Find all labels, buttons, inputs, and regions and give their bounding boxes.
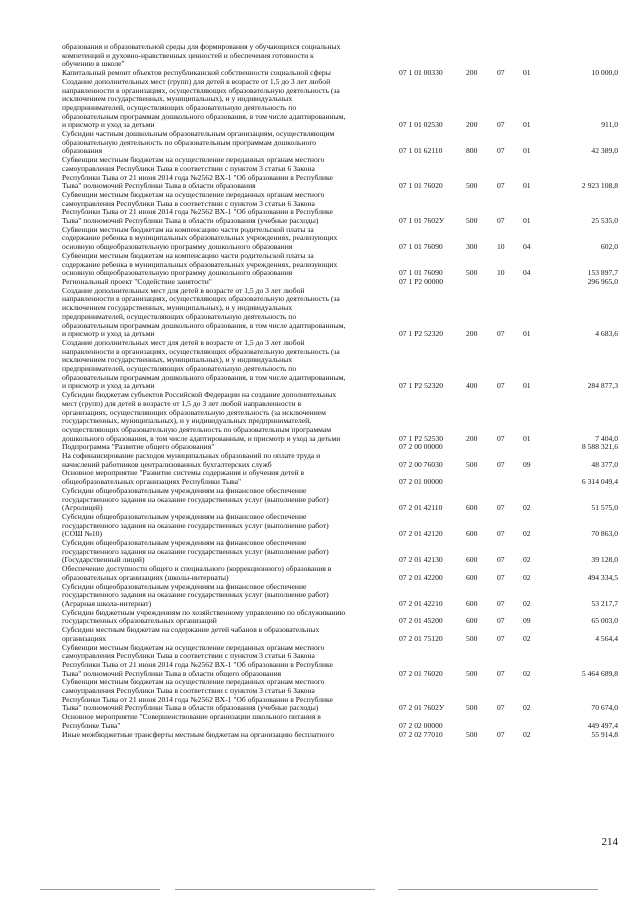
row-subsection: 04 [523,242,531,252]
row-code: 07 1 01 7602У [399,216,445,226]
row-description: Субсидии общеобразовательным учреждениям на финансовое обеспечение государственного задания на оказание государственных услуг (выполнение работ) (Аграрная школа-интернат) [62,581,329,608]
row-amount: 8 588 321,6 [581,442,618,452]
table-row [62,43,618,69]
row-section: 07 [497,181,505,191]
row-description: Создание дополнительных мест (групп) для детей в возрасте от 1,5 до 3 лет любой направленности в организациях, осуществляющих образовательную деятельность (за исключением государственных, муниципальных), и у индивидуальных предпринимателей, осуществляющих образовательную деятельность по образовательным программам дошкольного образования, в том числе адаптированным, и присмотр и уход за детьми [62,76,346,130]
row-description: Субсидии частным дошкольным образовательным организациям, осуществляющим образовательную деятельность по образовательным программам дошкольного образования [62,129,335,156]
row-description: Региональный проект "Содействие занятости" [62,276,212,286]
row-description: Субвенции местным бюджетам на осуществление переданных органам местного самоуправления Республики Тыва в соответствии с пунктом 3 статьи 6 Закона Республики Тыва от 21 июня 2014 года №2562 ВХ-1 "Об образовании в Республике Тыва" полномочий Республики Тыва в области образования (учебные расходы) [62,189,333,226]
table-row [62,252,618,278]
row-description: Субсидии бюджетным учреждениям по хозяйственному управлению по обслуживанию государственных образовательных организаций [62,607,346,626]
row-code: 07 2 01 00000 [399,477,443,487]
row-section: 07 [497,729,505,739]
row-amount: 53 217,7 [591,599,618,608]
row-code: 07 1 01 62110 [399,146,443,156]
row-subsection: 01 [523,216,531,226]
row-description: Субсидии общеобразовательным учреждениям на финансовое обеспечение государственного задания на оказание государственных услуг (выполнение работ) (Агролицей) [62,485,329,513]
row-expense-type: 500 [466,216,478,226]
row-subsection: 04 [523,268,531,278]
row-amount: 65 003,0 [591,616,618,626]
row-description: образования и образовательной среды для формирования у обучающихся социальных компетенций и духовно-нравственных ценностей и обеспечения готовности к обучению в школе" [62,42,341,69]
row-section: 07 [497,329,505,339]
row-code: 07 1 P2 52320 [399,329,444,339]
row-description: Подпрограмма "Развитие общего образования" [62,442,215,452]
row-section: 07 [497,503,505,513]
row-expense-type: 800 [466,146,478,156]
row-amount: 10 000,0 [591,68,618,78]
row-amount: 6 314 049,4 [581,477,618,487]
row-expense-type: 500 [466,268,478,278]
table-row [62,583,618,609]
row-description: Иные межбюджетные трансферты местным бюджетам на организацию бесплатного [62,729,335,739]
row-expense-type: 200 [466,329,478,339]
row-expense-type: 500 [466,181,478,191]
row-expense-type: 600 [466,503,478,513]
row-section: 10 [497,268,505,278]
row-code: 07 1 P2 52320 [399,381,444,391]
row-amount: 2 923 108,8 [581,181,618,191]
row-section: 07 [497,68,505,78]
row-section: 07 [497,529,505,539]
row-description: Субвенции местным бюджетам на компенсацию части родительской платы за содержание ребенка в муниципальных образовательных учреждениях, реализующих основную общеобразовательную программу дошкольного образования [62,250,338,278]
footer-line [398,889,598,890]
table-row [62,644,618,679]
row-section: 07 [497,572,505,582]
table-row [62,191,618,226]
row-section: 07 [497,433,505,443]
row-expense-type: 400 [466,381,478,391]
row-subsection: 02 [523,599,531,608]
table-row [62,626,618,643]
row-code: 07 2 01 42210 [399,599,443,608]
row-code: 07 2 01 42120 [399,529,443,539]
table-row [62,678,618,713]
table-row [62,156,618,191]
table-row [62,452,618,469]
row-amount: 70 674,0 [591,703,618,713]
row-section: 10 [497,242,505,252]
table-row [62,713,618,730]
row-subsection: 01 [523,329,531,339]
row-subsection: 01 [523,68,531,78]
row-subsection: 01 [523,146,531,156]
row-amount: 494 334,5 [587,572,618,582]
row-subsection: 02 [523,572,531,582]
row-amount: 153 897,7 [587,268,618,278]
row-expense-type: 300 [466,242,478,252]
row-amount: 51 575,0 [591,503,618,513]
row-description: Субвенции местным бюджетам на осуществление переданных органам местного самоуправления Республики Тыва в соответствии с пунктом 3 статьи 6 Закона Республики Тыва от 21 июня 2014 года №2562 ВХ-1 "Об образовании в Республике Тыва" полномочий Республики Тыва в области общего образования [62,642,333,678]
row-section: 07 [497,381,505,391]
row-expense-type: 600 [466,572,478,582]
row-subsection: 09 [523,616,531,626]
row-section: 07 [497,120,505,130]
row-description: Капитальный ремонт объектов республиканской собственности социальной сферы [62,68,331,78]
row-code: 07 1 01 76020 [399,181,443,191]
row-expense-type: 500 [466,668,478,678]
row-subsection: 02 [523,703,531,713]
row-subsection: 01 [523,381,531,391]
row-expense-type: 200 [466,68,478,78]
row-amount: 449 497,4 [587,720,618,730]
row-amount: 70 863,0 [591,529,618,539]
row-expense-type: 600 [466,555,478,565]
row-code: 07 2 00 00000 [399,442,443,452]
row-amount: 5 464 689,8 [581,668,618,678]
row-expense-type: 500 [466,459,478,469]
row-subsection: 01 [523,433,531,443]
table-row [62,287,618,339]
row-description: Субвенции местным бюджетам на осуществление переданных органам местного самоуправления Республики Тыва в соответствии с пунктом 3 статьи 6 Закона Республики Тыва от 21 июня 2014 года №2562 ВХ-1 "Об образовании в Республике Тыва" полномочий Республики Тыва в области образования [62,155,333,191]
row-section: 07 [497,146,505,156]
row-amount: 42 389,0 [591,146,618,156]
row-code: 07 2 00 76030 [399,459,443,469]
row-expense-type: 600 [466,616,478,626]
row-expense-type: 500 [466,703,478,713]
row-code: 07 2 01 42130 [399,555,443,565]
table-row [62,469,618,486]
row-amount: 284 877,3 [587,381,618,391]
row-subsection: 02 [523,529,531,539]
table-row [62,78,618,130]
row-subsection: 01 [523,181,531,191]
row-amount: 4 683,6 [595,329,618,339]
row-subsection: 01 [523,120,531,130]
table-row [62,226,618,252]
table-row [62,565,618,582]
row-section: 07 [497,703,505,713]
row-description: На софинансирование расходов муниципальных образований по оплате труда и начислений работников централизованных бухгалтерских служб [62,451,321,469]
row-code: 07 2 01 42110 [399,503,443,513]
row-section: 07 [497,633,505,643]
row-description: Субсидии бюджетам субъектов Российской Федерации на создание дополнительных мест (групп) для детей в возрасте от 1,5 до 3 лет любой направленности в организациях, осуществляющих образовательную деятельность (за исключением государственных, муниципальных), и у индивидуальных предпринимателей, осуществляющих образовательную деятельность по образовательным программам дошкольного образования, в том числе адаптированным, и присмотр и уход за детьми [62,390,341,443]
row-code: 07 2 02 77010 [399,729,443,739]
row-description: Субвенции местным бюджетам на компенсацию части родительской платы за содержание ребенка в муниципальных образовательных учреждениях, реализующих основную общеобразовательную программу дошкольного образования [62,224,338,252]
table-row [62,130,618,156]
row-section: 07 [497,555,505,565]
table-row [62,539,618,565]
table-row [62,339,618,391]
row-description: Субвенции местным бюджетам на осуществление переданных органам местного самоуправления Республики Тыва в соответствии с пунктом 3 статьи 6 Закона Республики Тыва от 21 июня 2014 года №2562 ВХ-1 "Об образовании в Республике Тыва" полномочий Республики Тыва в области образования (учебные расходы) [62,677,333,713]
row-expense-type: 500 [466,633,478,643]
row-amount: 911,0 [601,120,618,130]
row-subsection: 09 [523,459,531,469]
row-description: Создание дополнительных мест для детей в возрасте от 1,5 до 3 лет любой направленности в организациях, осуществляющих образовательную деятельность (за исключением государственных, муниципальных), и у индивидуальных предпринимателей, осуществляющих образовательную деятельность по образовательным программам дошкольного образования, в том числе адаптированным, и присмотр и уход за детьми [62,285,346,339]
row-amount: 39 128,0 [591,555,618,565]
row-section: 07 [497,616,505,626]
footer-line [175,889,375,890]
row-code: 07 1 P2 52530 [399,433,444,443]
row-subsection: 02 [523,503,531,513]
row-amount: 4 564,4 [595,633,618,643]
row-description: Субсидии местным бюджетам на содержание детей чабанов в образовательных организациях [62,625,320,643]
table-row [62,487,618,513]
row-subsection: 02 [523,633,531,643]
row-code: 07 2 01 76020 [399,668,443,678]
row-description: Основное мероприятие "Совершенствование организации школьного питания в Республике Тыва" [62,712,321,730]
row-amount: 7 404,0 [595,433,618,443]
row-section: 07 [497,599,505,608]
row-expense-type: 200 [466,433,478,443]
footer-line [40,889,160,890]
row-code: 07 2 01 75120 [399,633,443,643]
row-subsection: 02 [523,729,531,739]
row-code: 07 1 01 02530 [399,120,443,130]
row-subsection: 02 [523,668,531,678]
row-expense-type: 600 [466,529,478,539]
row-description: Основное мероприятие "Развитие системы содержания и обучения детей в общеобразовательных организациях Республики Тыва" [62,468,305,487]
row-amount: 296 965,0 [587,276,618,286]
row-description: Создание дополнительных мест для детей в возрасте от 1,5 до 3 лет любой направленности в организациях, осуществляющих образовательную деятельность (за исключением государственных, муниципальных), и у индивидуальных предпринимателей, осуществляющих образовательную деятельность по образовательным программам дошкольного образования, в том числе адаптированным, и присмотр и уход за детьми [62,337,346,391]
row-section: 07 [497,216,505,226]
table-row [62,391,618,443]
row-description: Обеспечение доступности общего и специального (коррекционного) образования в образовательных организациях (школы-интернаты) [62,564,332,582]
row-expense-type: 200 [466,120,478,130]
row-code: 07 1 01 76090 [399,242,443,252]
row-description: Субсидии общеобразовательным учреждениям на финансовое обеспечение государственного задания на оказание государственных услуг (выполнение работ) (СОШ №10) [62,511,329,539]
row-amount: 55 914,8 [591,729,618,739]
row-code: 07 2 02 00000 [399,720,443,730]
row-section: 07 [497,459,505,469]
row-expense-type: 500 [466,729,478,739]
row-subsection: 02 [523,555,531,565]
row-code: 07 2 01 45200 [399,616,443,626]
row-code: 07 2 01 7602У [399,703,445,713]
row-amount: 602,0 [600,242,618,252]
table-row [62,513,618,539]
page-number: 214 [601,836,618,848]
table-row [62,609,618,626]
table-row [62,731,618,740]
row-code: 07 1 P2 00000 [399,276,444,286]
row-code: 07 1 01 00330 [399,68,443,78]
row-amount: 48 377,0 [591,459,618,469]
budget-table [62,43,618,739]
row-code: 07 1 01 76090 [399,268,443,278]
row-code: 07 2 01 42200 [399,572,443,582]
row-expense-type: 600 [466,599,478,608]
row-section: 07 [497,668,505,678]
row-amount: 25 535,0 [591,216,618,226]
row-description: Субсидии общеобразовательным учреждениям на финансовое обеспечение государственного задания на оказание государственных услуг (выполнение работ) (Государственный лицей) [62,538,329,565]
